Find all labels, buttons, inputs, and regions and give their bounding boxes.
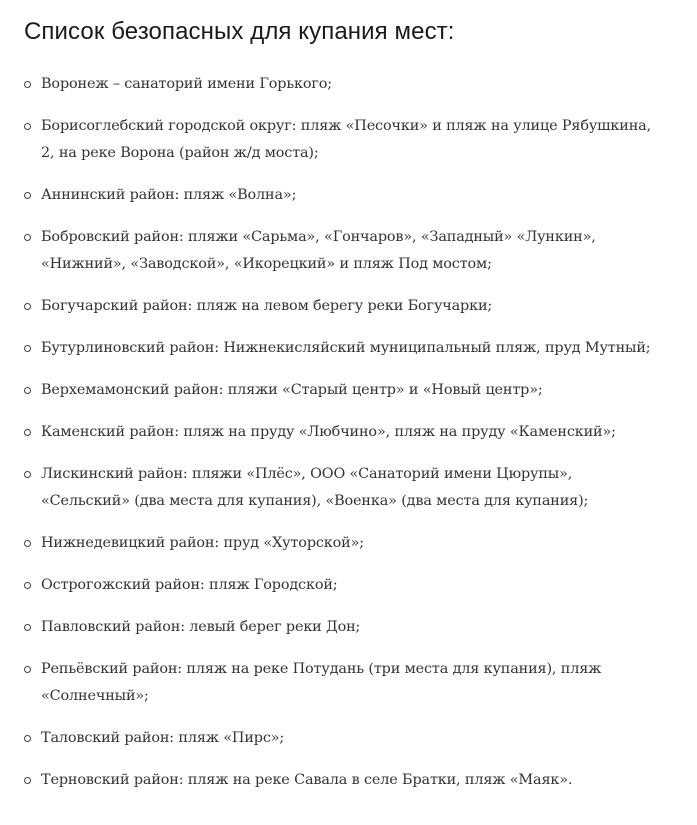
list-item-text: Каменский район: пляж на пруду «Любчино», пляж на пруду «Каменский»;	[41, 424, 616, 440]
bullet-circle-icon	[24, 123, 31, 130]
bullet-circle-icon	[24, 666, 31, 673]
list-item-text: Воронеж – санаторий имени Горького;	[41, 76, 332, 92]
list-item	[24, 572, 657, 599]
list-item-text: Верхемамонский район: пляжи «Старый центр» и «Новый центр»;	[41, 382, 543, 398]
list-item	[24, 725, 657, 752]
beach-list	[24, 71, 657, 794]
list-item	[24, 335, 657, 362]
bullet-circle-icon	[24, 387, 31, 394]
list-item	[24, 767, 657, 794]
bullet-circle-icon	[24, 540, 31, 547]
list-item	[24, 293, 657, 320]
list-item-text: Лискинский район: пляжи «Плёс», ООО «Санаторий имени Цюрупы», «Сельский» (два места для купания), «Военка» (два места для купания);	[41, 466, 589, 509]
list-item-text: Терновский район: пляж на реке Савала в селе Братки, пляж «Маяк».	[41, 772, 573, 788]
list-item	[24, 530, 657, 557]
list-item	[24, 656, 657, 710]
bullet-circle-icon	[24, 429, 31, 436]
list-item	[24, 461, 657, 515]
bullet-circle-icon	[24, 735, 31, 742]
list-item-text: Бутурлиновский район: Нижнекисляйский муниципальный пляж, пруд Мутный;	[41, 340, 651, 356]
list-item	[24, 419, 657, 446]
list-item-text: Острогожский район: пляж Городской;	[41, 577, 338, 593]
list-item-text: Борисоглебский городской округ: пляж «Песочки» и пляж на улице Рябушкина, 2, на реке Ворона (район ж/д моста);	[41, 118, 651, 161]
bullet-circle-icon	[24, 471, 31, 478]
bullet-circle-icon	[24, 303, 31, 310]
list-item	[24, 182, 657, 209]
bullet-circle-icon	[24, 345, 31, 352]
list-item-text: Репьёвский район: пляж на реке Потудань (три места для купания), пляж «Солнечный»;	[41, 661, 602, 704]
list-item-text: Таловский район: пляж «Пирс»;	[41, 730, 285, 746]
list-item	[24, 224, 657, 278]
list-item-text: Бобровский район: пляжи «Сарьма», «Гончаров», «Западный» «Лункин», «Нижний», «Заводской», «Икорецкий» и пляж Под мостом;	[41, 229, 596, 272]
bullet-circle-icon	[24, 192, 31, 199]
bullet-circle-icon	[24, 777, 31, 784]
list-item-text: Аннинский район: пляж «Волна»;	[41, 187, 297, 203]
bullet-circle-icon	[24, 624, 31, 631]
bullet-circle-icon	[24, 81, 31, 88]
bullet-circle-icon	[24, 582, 31, 589]
bullet-circle-icon	[24, 234, 31, 241]
list-item-text: Павловский район: левый берег реки Дон;	[41, 619, 361, 635]
list-item	[24, 614, 657, 641]
page-title: Список безопасных для купания мест:	[24, 18, 455, 45]
list-item	[24, 113, 657, 167]
list-item	[24, 377, 657, 404]
list-item	[24, 71, 657, 98]
list-item-text: Богучарский район: пляж на левом берегу реки Богучарки;	[41, 298, 493, 314]
list-item-text: Нижнедевицкий район: пруд «Хуторской»;	[41, 535, 364, 551]
